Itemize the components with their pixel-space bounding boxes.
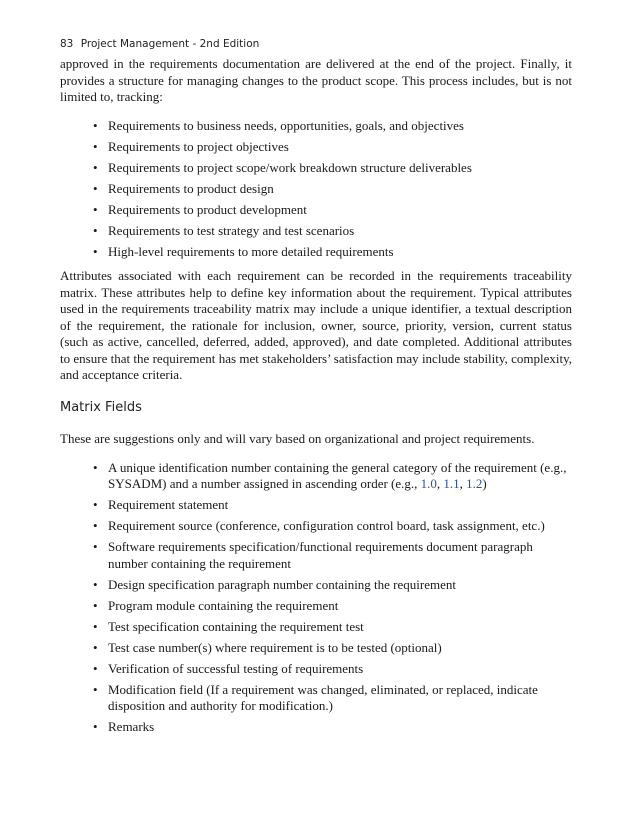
list-item: • Requirements to product development [93,202,572,219]
list-item: • Program module containing the requirement [93,598,572,615]
list-item: • Remarks [93,719,572,736]
running-title: Project Management - 2nd Edition [80,38,260,50]
list-item: • Test case number(s) where requirement is to be tested (optional) [93,640,572,657]
list-item: • Requirements to test strategy and test scenarios [93,223,572,240]
tracking-list [60,118,572,261]
running-header [60,38,259,50]
list-item: • Requirement statement [93,497,572,514]
matrix-intro: These are suggestions only and will vary based on organizational and project requirements. [60,431,535,446]
list-item: • Modification field (If a requirement was changed, eliminated, or replaced, indicate disposition and authority for modification.) [93,682,572,715]
version-number-link[interactable]: 1.2 [466,476,483,491]
matrix-fields-list [60,460,572,736]
page-body [60,56,572,740]
list-item: • A unique identification number containing the general category of the requirement (e.g., SYSADM) and a number assigned in ascending order (e.g., 1.0, 1.1, 1.2) [93,460,572,493]
section-heading: Matrix Fields [60,399,142,415]
list-item: • Requirements to project objectives [93,139,572,156]
version-number-link[interactable]: 1.0 [420,476,437,491]
page-number: 83 [60,38,74,50]
version-number-link[interactable]: 1.1 [443,476,460,491]
list-item: • Software requirements specification/functional requirements document paragraph number containing the requirement [93,539,572,572]
list-item: • Test specification containing the requirement test [93,619,572,636]
intro-paragraph: approved in the requirements documentation are delivered at the end of the project. Finally, it provides a structure for managing changes to the product scope. This process includes, but is not limited to, tracking: [60,56,572,104]
list-item: • Requirements to product design [93,181,572,198]
list-item: • Requirements to business needs, opportunities, goals, and objectives [93,118,572,135]
list-item: • Requirement source (conference, configuration control board, task assignment, etc.) [93,518,572,535]
list-item: • Verification of successful testing of requirements [93,661,572,678]
list-item: • Design specification paragraph number containing the requirement [93,577,572,594]
attributes-paragraph: Attributes associated with each requirement can be recorded in the requirements traceability matrix. These attributes help to define key information about the requirement. Typical attributes used in the requirements traceability matrix may include a unique identifier, a textual description of the requirement, the rationale for inclusion, owner, source, priority, version, current status (such as active, cancelled, deferred, added, approved), and date completed. Additional attributes to ensure that the requirement has met stakeholders’ satisfaction may include stability, complexity, and acceptance criteria. [60,268,572,382]
field-text: A unique identification number containing the general category of the requirement (e.g., SYSADM) and a number assigned in ascending order (e.g., [108,459,567,491]
list-item: • High-level requirements to more detailed requirements [93,244,572,261]
field-text: ) [482,476,487,491]
list-item: • Requirements to project scope/work breakdown structure deliverables [93,160,572,177]
